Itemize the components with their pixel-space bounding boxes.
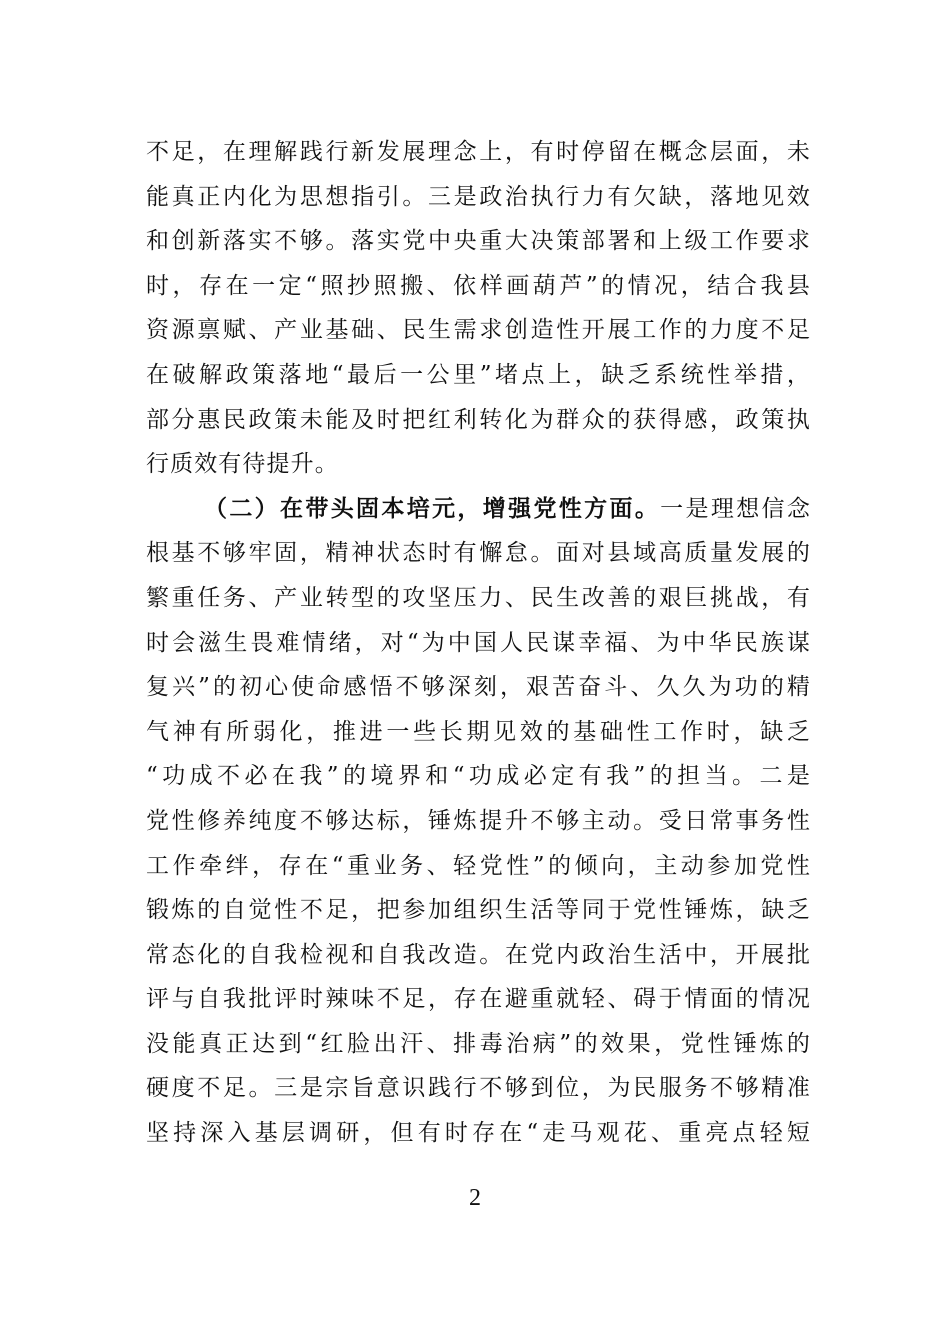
body-text: [146, 130, 811, 1156]
text-line: 在破解政策落地“最后一公里”堵点上，缺乏系统性举措，: [146, 361, 811, 388]
text-line: 繁重任务、产业转型的攻坚压力、民生改善的艰巨挑战，有: [146, 584, 811, 611]
text-line: 行质效有待提升。: [146, 451, 339, 478]
text-line: “功成不必在我”的境界和“功成必定有我”的担当。二是: [146, 763, 811, 790]
text-line: 没能真正达到“红脸出汗、排毒治病”的效果，党性锤炼的: [146, 1030, 811, 1057]
text-line: 常态化的自我检视和自我改造。在党内政治生活中，开展批: [146, 941, 811, 968]
text-line: 工作牵绊，存在“重业务、轻党性”的倾向，主动参加党性: [146, 852, 811, 879]
text-line: 和创新落实不够。落实党中央重大决策部署和上级工作要求: [146, 228, 811, 255]
text-line: 根基不够牢固，精神状态时有懈怠。面对县域高质量发展的: [146, 540, 811, 567]
text-line: 党性修养纯度不够达标，锤炼提升不够主动。受日常事务性: [146, 807, 811, 834]
text-line: 时会滋生畏难情绪，对“为中国人民谋幸福、为中华民族谋: [146, 629, 811, 656]
section-heading-line: [146, 487, 811, 532]
section-heading: （二）在带头固本培元，增强党性方面。: [204, 494, 661, 522]
text-line: 坚持深入基层调研，但有时存在“走马观花、重亮点轻短: [146, 1120, 811, 1147]
text-line: 部分惠民政策未能及时把红利转化为群众的获得感，政策执: [146, 406, 811, 433]
text-line: 评与自我批评时辣味不足，存在避重就轻、碍于情面的情况: [146, 986, 811, 1013]
text-line: 不足，在理解践行新发展理念上，有时停留在概念层面，未: [146, 139, 811, 165]
text-line: 硬度不足。三是宗旨意识践行不够到位，为民服务不够精准: [146, 1075, 811, 1102]
text-line: 气神有所弱化，推进一些长期见效的基础性工作时，缺乏: [146, 718, 811, 745]
section-heading-rest: 一是理想信念: [660, 495, 811, 522]
text-line: 时，存在一定“照抄照搬、依样画葫芦”的情况，结合我县: [146, 272, 811, 299]
text-line: 能真正内化为思想指引。三是政治执行力有欠缺，落地见效: [146, 183, 811, 210]
text-line: 锻炼的自觉性不足，把参加组织生活等同于党性锤炼，缺乏: [146, 897, 811, 924]
page-number: 2: [469, 1185, 481, 1211]
text-line: 资源禀赋、产业基础、民生需求创造性开展工作的力度不足: [146, 317, 811, 344]
text-line: 复兴”的初心使命感悟不够深刻，艰苦奋斗、久久为功的精: [146, 674, 811, 701]
